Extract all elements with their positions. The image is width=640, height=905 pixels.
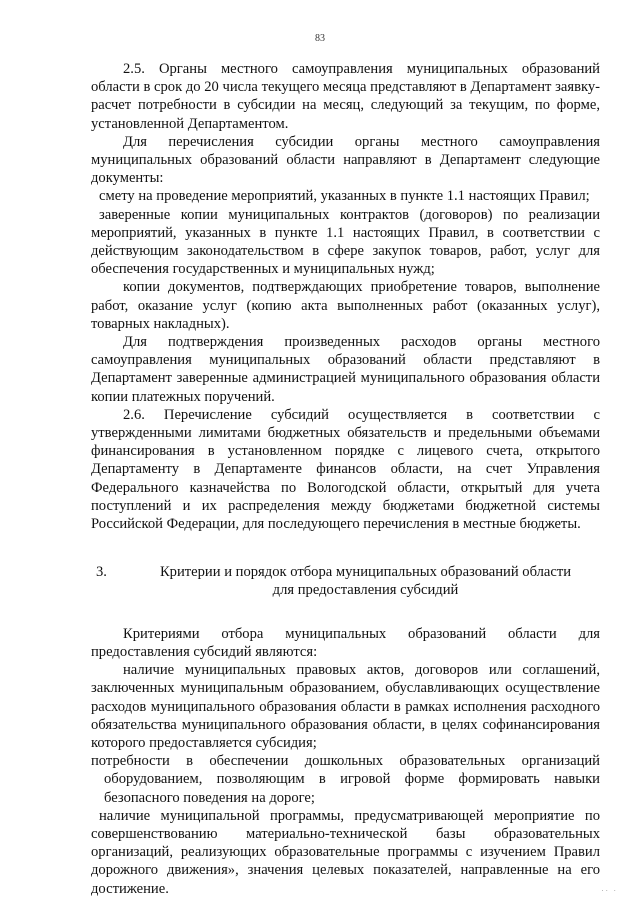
- paragraph-2-5: 2.5. Органы местного самоуправления муниципальных образований области в срок до 20 числа текущего месяца представляют в Департамент заявку-расчет потребности в субсидии на месяц, следующий за текущим, по форме, установленной Департаментом.: [91, 61, 600, 132]
- list-item-copies: копии документов, подтверждающих приобретение товаров, выполнение работ, оказание услуг (копию акта выполненных работ (оказанных услуг), товарных накладных).: [91, 279, 600, 332]
- section-heading: [91, 563, 600, 599]
- criteria-item-municipal-program: наличие муниципальной программы, предусматривающей мероприятие по совершенствованию материально-технической базы образовательных организаций, реализующих образовательные программы с изучением Правил дорожного движения», значения целевых показателей, направленные на его достижение.: [91, 807, 600, 897]
- section-number: 3.: [96, 564, 107, 581]
- list-item-contracts: заверенные копии муниципальных контрактов (договоров) по реализации мероприятий, указанных в пункте 1.1 настоящих Правил, в соответствии с действующим законодательством в сфере закупок товаров, работ, услуг для обеспечения государственных и муниципальных нужд;: [91, 206, 600, 278]
- paragraph-2-6: 2.6. Перечисление субсидий осуществляется в соответствии с утвержденными лимитами бюджетных обязательств и предельными объемами финансирования в установленном порядке с лицевого счета, открытого Департаменту в Департаменте финансов области, на счет Управления Федерального казначейства по Вологодской области, открытый для учета поступлений и их распределения между бюджетами бюджетной системы Российской Федерации, для последующего перечисления в местные бюджеты.: [91, 406, 600, 533]
- paragraph-documents-intro: Для перечисления субсидии органы местного самоуправления муниципальных образований области направляют в Департамент следующие документы:: [91, 133, 600, 187]
- list-item-estimate: смету на проведение мероприятий, указанных в пункте 1.1 настоящих Правил;: [99, 188, 590, 205]
- paragraph-expenses-confirmation: Для подтверждения произведенных расходов органы местного самоуправления муниципальных образований области представляют в Департамент заверенные администрацией муниципального образования области копии платежных поручений.: [91, 334, 600, 405]
- document-body: [91, 60, 600, 898]
- section-title-line1: Критерии и порядок отбора муниципальных образований области: [159, 564, 572, 581]
- criteria-item-equipment-needs: потребности в обеспечении дошкольных образовательных организаций оборудованием, позволяющим в игровой форме формировать навыки безопасного поведения на дороге;: [91, 753, 600, 806]
- scan-mark: ·· ·: [601, 887, 618, 895]
- criteria-item-legal-acts: наличие муниципальных правовых актов, договоров или соглашений, заключенных муниципальным образованием, обуславливающих осуществление расходов муниципального образования области в рамках исполнения расходного обязательства муниципального образования области, в целях софинансирования которого предоставляется субсидия;: [91, 662, 600, 751]
- paragraph-criteria-intro: Критериями отбора муниципальных образований области для предоставления субсидий являются:: [91, 625, 600, 660]
- section-title-line2: для предоставления субсидий: [272, 582, 459, 599]
- page-number: 83: [315, 33, 325, 44]
